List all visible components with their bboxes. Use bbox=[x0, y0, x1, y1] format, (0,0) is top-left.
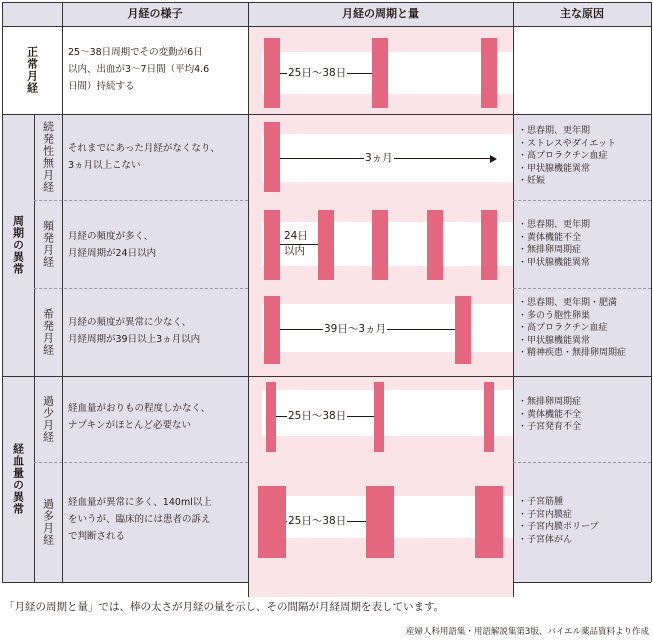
bar bbox=[266, 382, 276, 452]
grid-line bbox=[651, 2, 652, 582]
grid-line bbox=[2, 2, 651, 3]
cause-item: ・思春期、更年期 bbox=[518, 220, 591, 230]
cause-item: ・高プロラクチン血症 bbox=[518, 151, 608, 161]
cause-item: ・子宮体がん bbox=[518, 534, 573, 545]
bar bbox=[264, 38, 280, 108]
causes-secondary-amenorrhea bbox=[518, 125, 651, 188]
bar bbox=[481, 210, 497, 280]
arrow-right-icon bbox=[490, 155, 497, 163]
causes-oligomenorrhea bbox=[518, 297, 651, 360]
desc-polymenorrhea bbox=[68, 228, 246, 262]
caption: 「月経の周期と量」では、棒の太さが月経の量を示し、その間隔が月経周期を表しています。 bbox=[4, 601, 445, 613]
desc-line: それまでにあった月経がなくなり、 bbox=[68, 143, 220, 154]
interval-label-row-5: 25日〜38日 bbox=[288, 410, 347, 422]
bar bbox=[264, 122, 280, 192]
cause-item: ・甲状腺機能異常 bbox=[518, 163, 591, 174]
bar bbox=[264, 296, 280, 364]
bar bbox=[258, 486, 286, 558]
cause-item: ・高プロラクチン血症 bbox=[518, 323, 608, 333]
interval-label-row-3-line-2: 以内 bbox=[284, 245, 305, 257]
row-divider bbox=[513, 462, 651, 463]
grid-line bbox=[2, 114, 651, 115]
causes-hypermenorrhea bbox=[518, 496, 651, 546]
group-label-normal: 正常月経 bbox=[25, 46, 39, 94]
interval-label-row-3-line-1: 24日 bbox=[284, 230, 308, 242]
group-label-cycle: 周期の異常 bbox=[11, 215, 25, 275]
grid-line bbox=[2, 26, 651, 27]
row-divider bbox=[34, 200, 248, 201]
cause-item: ・思春期、更年期・肥満 bbox=[518, 298, 618, 308]
grid-line bbox=[62, 2, 63, 582]
desc-line: 3ヵ月以上こない bbox=[68, 160, 141, 171]
bar bbox=[484, 382, 494, 452]
desc-line: 経血量が異常に多く、140ml以上 bbox=[68, 497, 212, 508]
row-divider bbox=[34, 288, 248, 289]
row-name-oligomenorrhea: 希発月経 bbox=[41, 308, 55, 356]
desc-line: 経血量がおりもの程度しかなく、 bbox=[68, 403, 211, 414]
header-cause: 主な原因 bbox=[560, 7, 604, 20]
cause-item: ・子宮発育不全 bbox=[518, 422, 582, 432]
causes-polymenorrhea bbox=[518, 219, 651, 269]
desc-secondary-amenorrhea bbox=[68, 140, 248, 174]
group-label-volume: 経血量の異常 bbox=[11, 443, 25, 515]
desc-line: をいうが、臨床的には患者の訴え bbox=[68, 514, 211, 525]
cause-item: ・子宮内膜症 bbox=[518, 509, 573, 520]
bar bbox=[372, 210, 388, 280]
cause-item: ・思春期、更年期 bbox=[518, 126, 591, 136]
header-state: 月経の様子 bbox=[127, 7, 183, 20]
source-note: 産婦人科用語集・用語解説集第3版、バイエル薬品資料より作成 bbox=[405, 627, 649, 637]
row-name-hypermenorrhea: 過多月経 bbox=[41, 498, 55, 546]
bar bbox=[372, 38, 388, 108]
interval-label-row-4: 39日〜3ヵ月 bbox=[324, 323, 387, 335]
grid-line bbox=[513, 582, 651, 583]
bar bbox=[264, 210, 280, 280]
bar bbox=[374, 382, 384, 452]
desc-line: 月経の頻度が多く、 bbox=[68, 231, 154, 242]
band-row-4 bbox=[262, 304, 513, 352]
grid-line bbox=[248, 2, 249, 597]
desc-line: 25〜38日周期でその変動が6日 bbox=[68, 47, 203, 58]
cause-item: ・甲状腺機能異常 bbox=[518, 257, 591, 268]
row-divider bbox=[513, 288, 651, 289]
bar bbox=[481, 38, 497, 108]
interval-label-row-2: 3ヵ月 bbox=[365, 152, 393, 164]
grid-line bbox=[2, 582, 249, 583]
row-divider bbox=[34, 462, 248, 463]
desc-line: 日間）持続する bbox=[68, 81, 135, 92]
bar bbox=[455, 296, 471, 364]
cause-item: ・黄体機能不全 bbox=[518, 232, 582, 243]
desc-normal bbox=[68, 44, 246, 95]
header-cycle: 月経の周期と量 bbox=[342, 7, 419, 20]
row-name-secondary-amenorrhea: 続発性無月経 bbox=[41, 121, 55, 193]
interval-label-row-6: 25日〜38日 bbox=[288, 515, 347, 527]
row-name-hypomenorrhea: 過少月経 bbox=[41, 395, 55, 443]
cause-item: ・子宮内膜ポリープ bbox=[518, 522, 599, 532]
desc-line: 月経の頻度が異常に少なく、 bbox=[68, 317, 192, 328]
desc-line: ナプキンがほとんど必要ない bbox=[68, 420, 192, 431]
row-divider bbox=[513, 200, 651, 201]
desc-line: 月経周期が39日以上3ヵ月以内 bbox=[68, 334, 201, 345]
interval-label-row-1: 25日〜38日 bbox=[288, 67, 347, 79]
cause-item: ・ストレスやダイエット bbox=[518, 138, 617, 149]
causes-hypomenorrhea bbox=[518, 396, 651, 434]
cause-item: ・無排卵周期症 bbox=[518, 245, 582, 255]
bar bbox=[318, 210, 334, 280]
desc-line: で判断される bbox=[68, 531, 126, 542]
grid-line bbox=[2, 376, 651, 377]
cause-item: ・子宮筋腫 bbox=[518, 497, 564, 507]
desc-hypomenorrhea bbox=[68, 400, 248, 434]
desc-hypermenorrhea bbox=[68, 494, 248, 545]
cause-item: ・精神疾患・無排卵周期症 bbox=[518, 348, 627, 358]
desc-oligomenorrhea bbox=[68, 314, 248, 348]
cause-item: ・妊娠 bbox=[518, 176, 546, 186]
desc-line: 以内、出血が3〜7日間（平均4.6 bbox=[68, 64, 210, 75]
grid-line bbox=[513, 2, 514, 597]
cause-item: ・無排卵周期症 bbox=[518, 397, 582, 407]
row-name-polymenorrhea: 頻発月経 bbox=[41, 220, 55, 268]
header-corner bbox=[2, 2, 62, 26]
desc-line: 月経周期が24日以内 bbox=[68, 248, 157, 259]
bar bbox=[475, 486, 503, 558]
cause-item: ・甲状腺機能異常 bbox=[518, 335, 591, 346]
cause-item: ・多のう胞性卵巣 bbox=[518, 310, 591, 321]
cause-item: ・黄体機能不全 bbox=[518, 409, 582, 420]
bar bbox=[366, 486, 394, 558]
bar bbox=[427, 210, 443, 280]
